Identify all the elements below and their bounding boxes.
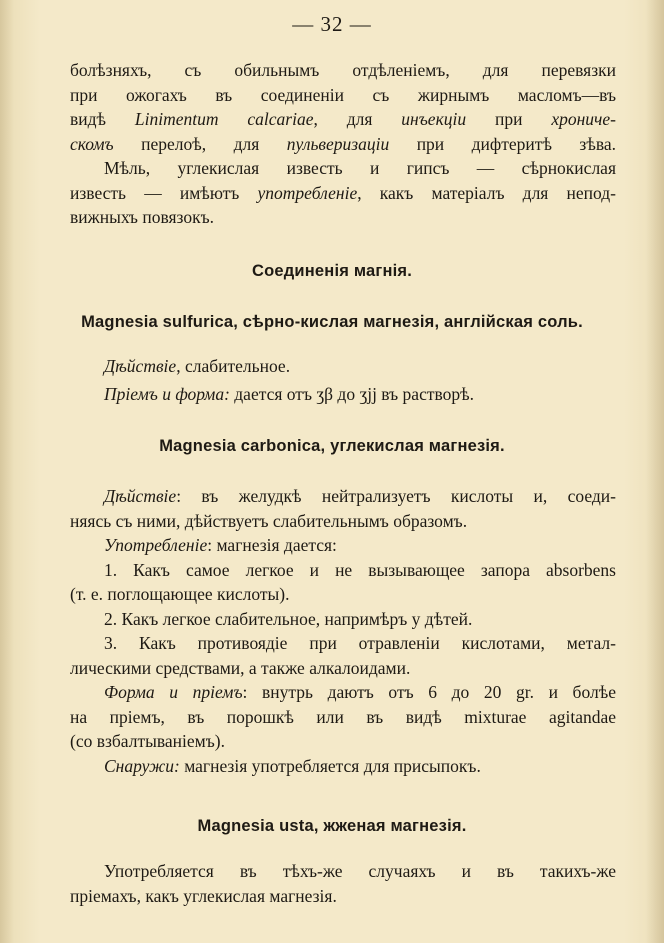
sulfurica-paragraph (70, 354, 616, 406)
text-line: (со взбалтываніемъ). (70, 731, 225, 751)
text-line: лическими средствами, а также алкалоидами. (70, 657, 411, 678)
text-line: (т. е. поглощающее кислоты). (70, 584, 290, 604)
section-heading-magnesium: Соединенія магнія. (251, 262, 413, 280)
section-heading-sulfurica: Magnesia sulfurica, сѣрно-кислая магнезія, англійская соль. (81, 313, 583, 331)
text-line: болѣзняхъ, съ обильнымъ отдѣленіемъ, для перевязки (70, 60, 616, 80)
list-item: 2. Какъ легкое слабительное, напримѣръ у дѣтей. (104, 608, 473, 629)
text-line: известь — имѣютъ употребленіе, какъ матеріалъ для непод- (70, 182, 616, 203)
intro-paragraph (70, 58, 616, 230)
text-line: пріемахъ, какъ углекислая магнезія. (70, 885, 337, 906)
text-line: няясь съ ними, дѣйствуетъ слабительнымъ образомъ. (70, 510, 468, 531)
usta-paragraph (70, 859, 616, 908)
text-line: Пріемъ и форма: дается отъ ʒβ до ʒjj въ растворѣ. (104, 383, 475, 404)
italic-term: скомъ (70, 133, 114, 154)
italic-term: пульверизаціи (286, 133, 390, 154)
carbonica-paragraph (70, 484, 616, 778)
text-line: Мѣль, углекислая известь и гипсъ — сѣрнокислая (104, 158, 616, 178)
text-line: Употребляется въ тѣхъ-же случаяхъ и въ такихъ-же (104, 861, 616, 881)
text-line: Дѣйствіе: въ желудкѣ нейтрализуетъ кислоты и, соеди- (104, 486, 616, 506)
text-line: скомъ перелоѣ, для пульверизаціи при дифтеритѣ зѣва. (70, 133, 617, 154)
italic-label: Пріемъ и форма: (104, 383, 230, 404)
italic-label: Дѣйствіе (104, 356, 177, 376)
page-shadow-left (0, 0, 14, 943)
text-line: видѣ Linimentum calcariae, для инъекціи при хрониче- (70, 109, 616, 129)
section-heading-carbonica: Magnesia carbonica, углекислая магнезія. (159, 437, 505, 455)
text-line: Снаружи: магнезія употребляется для присыпокъ. (104, 755, 481, 776)
section-heading-usta: Magnesia usta, жженая магнезія. (197, 817, 467, 835)
list-item: 1. Какъ самое легкое и не вызывающее запора absorbens (104, 559, 616, 580)
italic-term: инъекціи (401, 109, 467, 129)
italic-label: Дѣйствіе (104, 486, 177, 506)
text-line: Форма и пріемъ: внутрь даютъ отъ 6 до 20 gr. и болѣе (104, 682, 616, 702)
list-item: 3. Какъ противоядіе при отравленіи кислотами, метал- (104, 633, 616, 653)
page-shadow-right (646, 0, 664, 943)
page-number: — 32 — (292, 12, 372, 36)
text-line: Употребленіе: магнезія дается: (104, 535, 337, 555)
text-line: при ожогахъ въ соединеніи съ жирнымъ масломъ—въ (70, 84, 616, 105)
text-line: вижныхъ повязокъ. (70, 207, 215, 227)
italic-label: Снаружи: (104, 755, 180, 776)
italic-term: употребленіе (257, 182, 358, 203)
latin-term: Linimentum calcariae (134, 109, 314, 129)
text-line: Дѣйствіе, слабительное. (104, 356, 291, 376)
italic-label: Употребленіе (104, 535, 208, 555)
italic-term: хрониче- (551, 109, 616, 129)
text-line: на пріемъ, въ порошкѣ или въ видѣ mixturae agitandae (70, 706, 616, 727)
italic-label: Форма и пріемъ (104, 682, 243, 702)
